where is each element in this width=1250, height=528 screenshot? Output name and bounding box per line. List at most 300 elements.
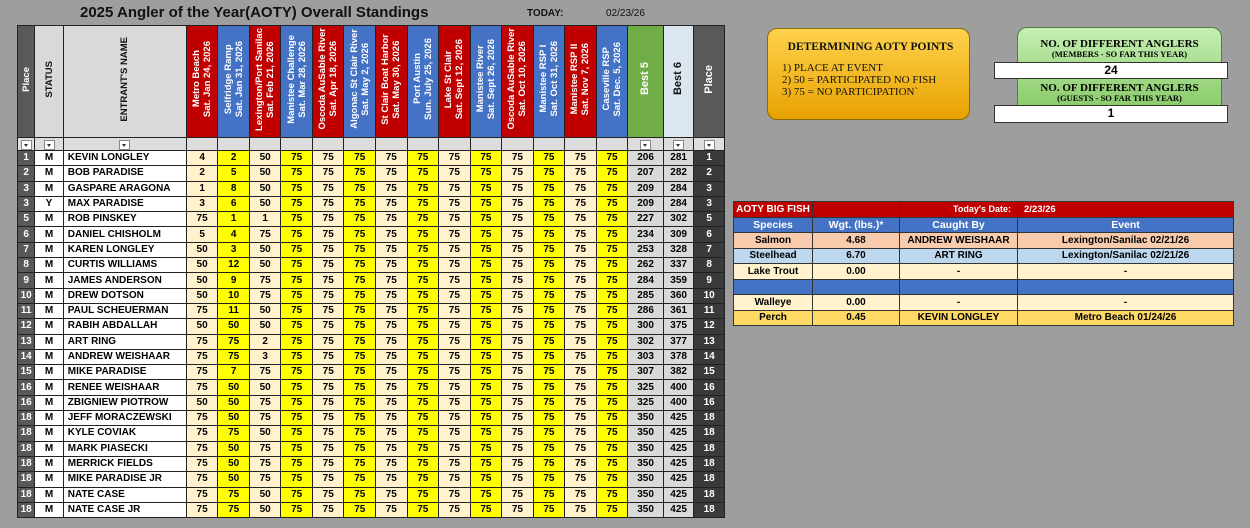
filter-dropdown-icon[interactable]	[44, 140, 55, 150]
score-cell: 75	[596, 395, 628, 410]
best5-cell: 284	[628, 273, 664, 288]
score-cell: 75	[470, 273, 502, 288]
score-cell: 75	[376, 380, 408, 395]
score-cell: 75	[186, 456, 218, 471]
score-cell: 75	[407, 273, 439, 288]
best6-cell: 337	[663, 258, 694, 273]
best5-cell: 350	[628, 441, 664, 456]
column-filter	[694, 138, 725, 151]
place-right-cell: 18	[694, 411, 725, 426]
score-cell: 75	[281, 242, 313, 257]
column-filter	[596, 138, 628, 151]
event-name: Manistee River	[474, 45, 486, 113]
score-cell: 75	[344, 288, 376, 303]
score-cell: 75	[533, 441, 565, 456]
score-cell: 75	[596, 349, 628, 364]
score-cell: 75	[249, 365, 281, 380]
score-cell: 75	[565, 273, 597, 288]
status-cell: M	[35, 242, 63, 257]
best5-cell: 302	[628, 334, 664, 349]
score-cell: 75	[439, 411, 471, 426]
table-row	[18, 227, 725, 242]
score-cell: 75	[502, 181, 534, 196]
big-fish-row	[734, 310, 1234, 326]
score-cell: 75	[376, 411, 408, 426]
species-cell: Salmon	[734, 233, 813, 249]
score-cell: 75	[186, 303, 218, 318]
score-cell: 75	[344, 472, 376, 487]
table-row	[18, 411, 725, 426]
place-cell: 6	[18, 227, 35, 242]
score-cell: 75	[470, 502, 502, 517]
name-cell: MARK PIASECKI	[63, 441, 186, 456]
event-date: Sat. Oct 31, 2026	[548, 41, 560, 117]
best5-cell: 350	[628, 502, 664, 517]
score-cell: 50	[249, 151, 281, 166]
best6-cell: 382	[663, 365, 694, 380]
score-cell: 75	[407, 242, 439, 257]
caught-by-header: Caught By	[900, 217, 1018, 233]
weight-cell: 0.00	[813, 295, 900, 311]
score-cell: 50	[186, 258, 218, 273]
score-cell: 75	[533, 227, 565, 242]
score-cell: 75	[281, 319, 313, 334]
score-cell: 75	[312, 273, 344, 288]
weight-header: Wgt. (lbs.)*	[813, 217, 900, 233]
best5-cell: 350	[628, 456, 664, 471]
score-cell: 75	[470, 319, 502, 334]
place-cell: 16	[18, 380, 35, 395]
score-cell: 75	[470, 181, 502, 196]
score-cell: 9	[218, 273, 250, 288]
score-cell: 75	[565, 349, 597, 364]
score-cell: 75	[376, 365, 408, 380]
name-cell: KAREN LONGLEY	[63, 242, 186, 257]
score-cell: 75	[376, 242, 408, 257]
score-cell: 75	[502, 227, 534, 242]
score-cell: 75	[439, 472, 471, 487]
members-subtitle: (MEMBERS - SO FAR THIS YEAR)	[1051, 49, 1188, 59]
table-row	[18, 303, 725, 318]
score-cell: 5	[186, 227, 218, 242]
status-cell: M	[35, 151, 63, 166]
place-right-cell: 14	[694, 349, 725, 364]
score-cell: 75	[565, 227, 597, 242]
best6-cell: 425	[663, 502, 694, 517]
best6-cell: 375	[663, 319, 694, 334]
score-cell: 75	[186, 365, 218, 380]
best6-cell: 309	[663, 227, 694, 242]
score-cell: 75	[470, 258, 502, 273]
score-cell: 75	[281, 472, 313, 487]
score-cell: 75	[376, 487, 408, 502]
score-cell: 75	[376, 441, 408, 456]
score-cell: 75	[470, 288, 502, 303]
place-right-cell: 11	[694, 303, 725, 318]
score-cell: 75	[596, 166, 628, 181]
score-cell: 75	[470, 151, 502, 166]
name-cell: MAX PARADISE	[63, 196, 186, 211]
score-cell: 75	[281, 166, 313, 181]
score-cell: 75	[376, 181, 408, 196]
name-cell: JAMES ANDERSON	[63, 273, 186, 288]
score-cell: 75	[596, 181, 628, 196]
score-cell: 75	[565, 472, 597, 487]
score-cell: 75	[407, 487, 439, 502]
filter-dropdown-icon[interactable]	[21, 140, 32, 150]
score-cell: 8	[218, 181, 250, 196]
score-cell: 50	[249, 380, 281, 395]
score-cell: 50	[249, 319, 281, 334]
place-cell: 9	[18, 273, 35, 288]
table-row	[18, 166, 725, 181]
place-right-cell: 9	[694, 273, 725, 288]
best5-cell: 325	[628, 380, 664, 395]
score-cell: 75	[376, 166, 408, 181]
score-cell: 75	[502, 426, 534, 441]
event-name: Port Austin	[411, 53, 423, 105]
best5-cell: 227	[628, 212, 664, 227]
place-right-cell: 5	[694, 212, 725, 227]
best5-cell: 350	[628, 472, 664, 487]
guests-title: NO. OF DIFFERENT ANGLERS	[1040, 82, 1199, 94]
filter-dropdown-icon[interactable]	[119, 140, 130, 150]
status-cell: M	[35, 334, 63, 349]
event-date: Sat. Feb 21, 2026	[265, 40, 277, 118]
score-cell: 75	[249, 411, 281, 426]
event-header	[439, 26, 471, 138]
score-cell: 75	[470, 349, 502, 364]
place-cell: 18	[18, 411, 35, 426]
score-cell: 75	[502, 303, 534, 318]
name-cell: PAUL SCHEUERMAN	[63, 303, 186, 318]
score-cell: 75	[502, 288, 534, 303]
score-cell: 75	[439, 258, 471, 273]
score-cell: 75	[249, 456, 281, 471]
filter-dropdown-icon[interactable]	[673, 140, 684, 150]
score-cell: 75	[439, 487, 471, 502]
place-cell: 15	[18, 365, 35, 380]
best5-cell: 307	[628, 365, 664, 380]
status-cell: M	[35, 273, 63, 288]
caught-by-cell: ANDREW WEISHAAR	[900, 233, 1018, 249]
table-row	[18, 334, 725, 349]
score-cell: 75	[470, 242, 502, 257]
score-cell: 11	[218, 303, 250, 318]
name-cell: ZBIGNIEW PIOTROW	[63, 395, 186, 410]
status-cell: M	[35, 395, 63, 410]
place-cell: 3	[18, 196, 35, 211]
score-cell: 75	[439, 288, 471, 303]
name-cell: DANIEL CHISHOLM	[63, 227, 186, 242]
event-cell: Metro Beach 01/24/26	[1018, 310, 1234, 326]
score-cell: 75	[596, 411, 628, 426]
place-right-cell: 16	[694, 380, 725, 395]
status-cell: M	[35, 166, 63, 181]
table-row	[18, 151, 725, 166]
table-row	[18, 487, 725, 502]
best6-header: Best 6	[663, 26, 694, 138]
score-cell: 75	[533, 166, 565, 181]
best6-cell: 425	[663, 426, 694, 441]
score-cell: 75	[502, 365, 534, 380]
score-cell: 75	[470, 227, 502, 242]
status-cell: M	[35, 426, 63, 441]
score-cell: 75	[281, 151, 313, 166]
score-cell: 75	[439, 334, 471, 349]
score-cell: 75	[470, 487, 502, 502]
score-cell: 75	[407, 334, 439, 349]
best6-cell: 359	[663, 273, 694, 288]
score-cell: 75	[565, 380, 597, 395]
score-cell: 2	[218, 151, 250, 166]
score-cell: 75	[407, 166, 439, 181]
aoty-points-title: DETERMINING AOTY POINTS	[787, 41, 954, 53]
event-cell: -	[1018, 295, 1234, 311]
name-cell: KEVIN LONGLEY	[63, 151, 186, 166]
score-cell: 75	[596, 380, 628, 395]
score-cell: 75	[596, 258, 628, 273]
score-cell: 2	[249, 334, 281, 349]
score-cell: 75	[596, 502, 628, 517]
score-cell: 75	[186, 411, 218, 426]
score-cell: 75	[470, 212, 502, 227]
aoty-points-item: 2) 50 = PARTICIPATED NO FISH	[782, 74, 937, 86]
score-cell: 75	[565, 411, 597, 426]
score-cell: 75	[281, 380, 313, 395]
score-cell: 75	[249, 227, 281, 242]
filter-dropdown-icon[interactable]	[704, 140, 715, 150]
score-cell: 10	[218, 288, 250, 303]
score-cell: 75	[376, 273, 408, 288]
score-cell: 75	[312, 288, 344, 303]
score-cell: 4	[218, 227, 250, 242]
table-row	[18, 456, 725, 471]
name-cell: DREW DOTSON	[63, 288, 186, 303]
table-row	[18, 502, 725, 517]
name-cell: NATE CASE JR	[63, 502, 186, 517]
column-filter	[35, 138, 63, 151]
score-cell: 75	[407, 196, 439, 211]
score-cell: 75	[344, 227, 376, 242]
score-cell: 75	[407, 151, 439, 166]
guests-count: 1	[994, 105, 1228, 123]
score-cell: 75	[439, 426, 471, 441]
score-cell: 75	[502, 212, 534, 227]
best6-cell: 284	[663, 181, 694, 196]
score-cell: 75	[186, 441, 218, 456]
score-cell: 75	[439, 349, 471, 364]
score-cell: 75	[502, 349, 534, 364]
filter-dropdown-icon[interactable]	[640, 140, 651, 150]
place-right-cell: 18	[694, 472, 725, 487]
score-cell: 75	[344, 273, 376, 288]
score-cell: 75	[407, 303, 439, 318]
column-filter	[312, 138, 344, 151]
score-cell: 75	[502, 242, 534, 257]
score-cell: 75	[376, 303, 408, 318]
score-cell: 75	[312, 227, 344, 242]
best5-cell: 300	[628, 319, 664, 334]
big-fish-row	[734, 233, 1234, 249]
place-right-cell: 18	[694, 441, 725, 456]
best6-cell: 361	[663, 303, 694, 318]
score-cell: 75	[502, 380, 534, 395]
score-cell: 75	[502, 502, 534, 517]
score-cell: 75	[312, 411, 344, 426]
score-cell: 75	[281, 456, 313, 471]
score-cell: 75	[470, 365, 502, 380]
event-name: Oscoda AuSable River	[506, 28, 518, 130]
score-cell: 75	[376, 319, 408, 334]
score-cell: 75	[470, 334, 502, 349]
score-cell: 75	[344, 319, 376, 334]
score-cell: 75	[312, 502, 344, 517]
big-fish-row	[734, 279, 1234, 295]
score-cell: 75	[596, 242, 628, 257]
best6-cell: 425	[663, 441, 694, 456]
caught-by-cell: ART RING	[900, 248, 1018, 264]
place-right-cell: 12	[694, 319, 725, 334]
table-row	[18, 258, 725, 273]
score-cell: 75	[565, 487, 597, 502]
score-cell: 75	[376, 151, 408, 166]
score-cell: 75	[470, 426, 502, 441]
column-filter	[18, 138, 35, 151]
score-cell: 75	[533, 151, 565, 166]
column-filter	[63, 138, 186, 151]
score-cell: 75	[376, 334, 408, 349]
status-cell: M	[35, 456, 63, 471]
best6-cell: 360	[663, 288, 694, 303]
today-value: 02/23/26	[606, 8, 645, 19]
column-filter	[663, 138, 694, 151]
score-cell: 50	[186, 395, 218, 410]
score-cell: 5	[218, 166, 250, 181]
score-cell: 7	[218, 365, 250, 380]
event-cell: Lexington/Sanilac 02/21/26	[1018, 248, 1234, 264]
big-fish-title: AOTY BIG FISH	[734, 202, 813, 218]
place-cell: 14	[18, 349, 35, 364]
score-cell: 75	[312, 196, 344, 211]
table-row	[18, 472, 725, 487]
score-cell: 75	[312, 334, 344, 349]
score-cell: 75	[502, 487, 534, 502]
status-cell: M	[35, 319, 63, 334]
score-cell: 75	[407, 349, 439, 364]
status-cell: M	[35, 472, 63, 487]
name-cell: MIKE PARADISE JR	[63, 472, 186, 487]
score-cell: 75	[407, 212, 439, 227]
score-cell: 75	[249, 273, 281, 288]
column-filter	[376, 138, 408, 151]
score-cell: 50	[218, 380, 250, 395]
event-date: Sun. July 25, 2026	[422, 38, 434, 120]
place-right-cell: 13	[694, 334, 725, 349]
score-cell: 75	[344, 380, 376, 395]
weight-cell: 0.45	[813, 310, 900, 326]
score-cell: 75	[344, 212, 376, 227]
score-cell: 75	[344, 349, 376, 364]
score-cell: 50	[186, 273, 218, 288]
score-cell: 75	[502, 472, 534, 487]
score-cell: 75	[312, 181, 344, 196]
score-cell: 75	[533, 487, 565, 502]
score-cell: 75	[312, 456, 344, 471]
score-cell: 75	[407, 365, 439, 380]
event-header	[502, 26, 534, 138]
name-cell: MERRICK FIELDS	[63, 456, 186, 471]
score-cell: 50	[218, 395, 250, 410]
aoty-points-box	[767, 28, 970, 120]
score-cell: 3	[186, 196, 218, 211]
score-cell: 75	[344, 365, 376, 380]
score-cell: 75	[186, 349, 218, 364]
score-cell: 75	[596, 472, 628, 487]
score-cell: 75	[186, 380, 218, 395]
event-header: Event	[1018, 217, 1234, 233]
score-cell: 50	[249, 502, 281, 517]
score-cell: 75	[407, 319, 439, 334]
score-cell: 75	[312, 365, 344, 380]
score-cell: 75	[565, 502, 597, 517]
score-cell: 75	[565, 365, 597, 380]
score-cell: 50	[218, 319, 250, 334]
place-cell: 11	[18, 303, 35, 318]
best6-cell: 284	[663, 196, 694, 211]
score-cell: 75	[312, 319, 344, 334]
table-row	[18, 273, 725, 288]
score-cell: 75	[596, 426, 628, 441]
column-filter	[439, 138, 471, 151]
score-cell: 75	[533, 472, 565, 487]
score-cell: 75	[533, 395, 565, 410]
score-cell: 75	[281, 349, 313, 364]
score-cell: 75	[186, 212, 218, 227]
column-filter	[628, 138, 664, 151]
score-cell: 75	[344, 395, 376, 410]
score-cell: 75	[439, 181, 471, 196]
event-name: Oscoda AuSable River	[317, 28, 329, 130]
score-cell: 75	[439, 456, 471, 471]
best6-cell: 425	[663, 487, 694, 502]
score-cell: 75	[565, 212, 597, 227]
score-cell: 75	[502, 395, 534, 410]
score-cell: 75	[502, 166, 534, 181]
column-filter	[218, 138, 250, 151]
event-name: St Clair Boat Harbor	[380, 33, 392, 125]
score-cell: 1	[249, 212, 281, 227]
event-header	[407, 26, 439, 138]
best6-cell: 425	[663, 472, 694, 487]
score-cell: 75	[565, 334, 597, 349]
score-cell: 75	[596, 196, 628, 211]
event-name: Caseville RSP	[601, 47, 612, 111]
score-cell: 75	[596, 441, 628, 456]
score-cell: 1	[186, 181, 218, 196]
column-filter	[565, 138, 597, 151]
place-right-header: Place	[694, 26, 725, 138]
score-cell: 75	[281, 273, 313, 288]
place-right-cell: 18	[694, 426, 725, 441]
event-header	[249, 26, 281, 138]
big-fish-date-value: 2/23/26	[1018, 202, 1234, 218]
event-header	[376, 26, 408, 138]
score-cell: 75	[470, 472, 502, 487]
place-right-cell: 8	[694, 258, 725, 273]
score-cell: 75	[439, 166, 471, 181]
name-cell: BOB PARADISE	[63, 166, 186, 181]
